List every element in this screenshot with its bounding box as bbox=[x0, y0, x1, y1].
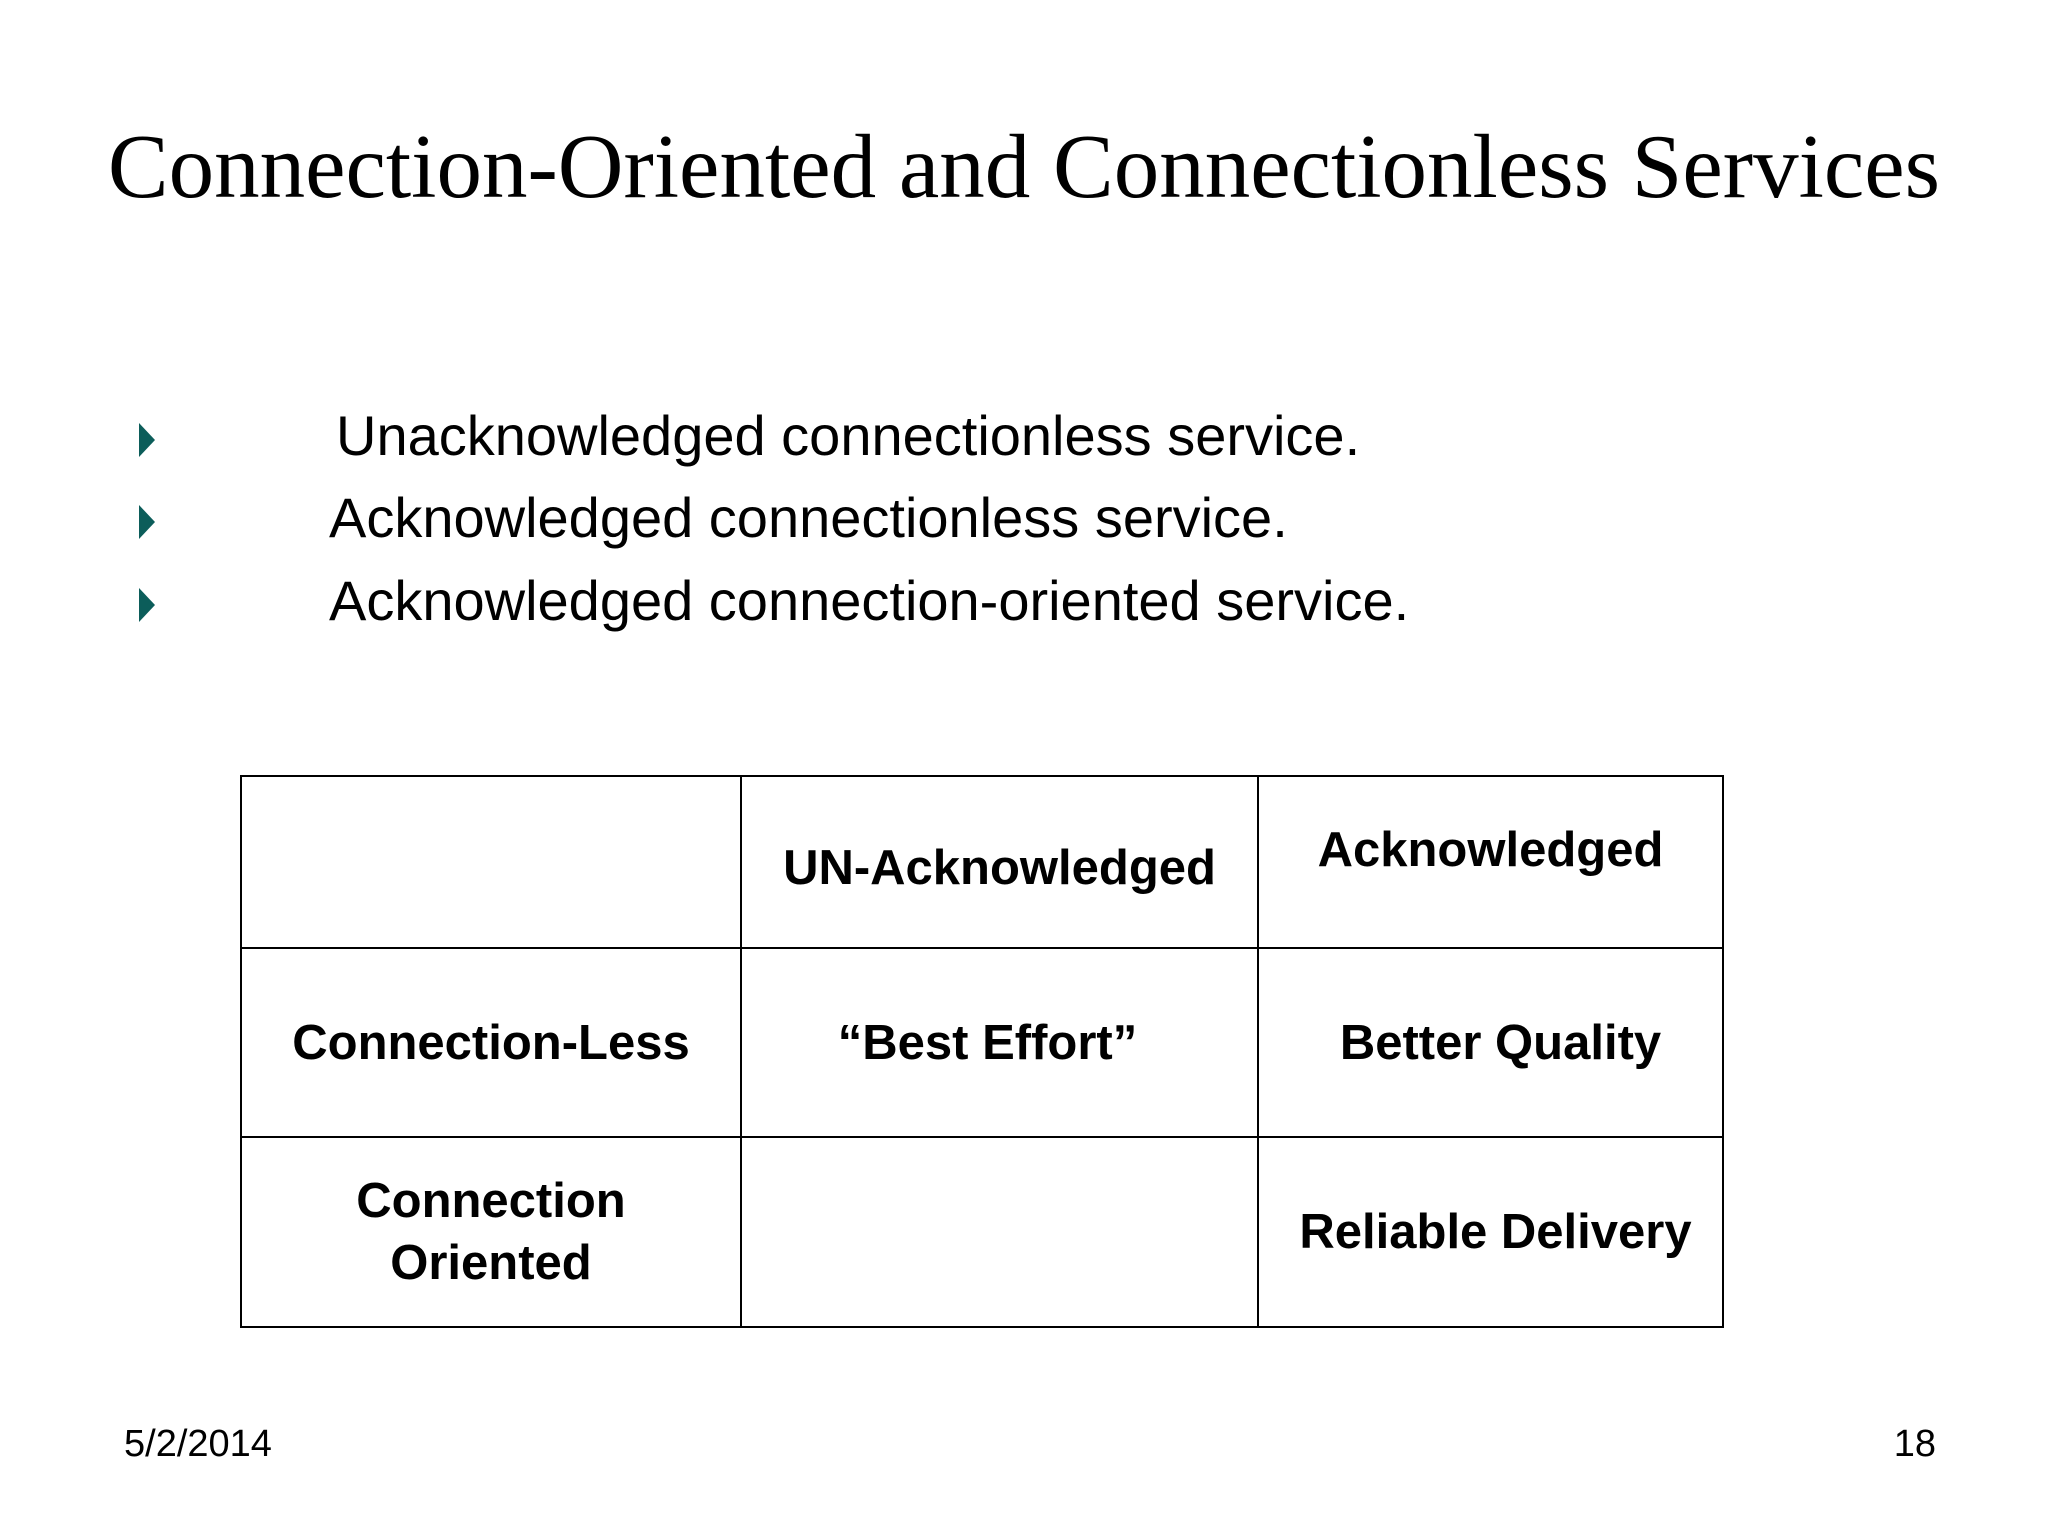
footer-date: 5/2/2014 bbox=[124, 1423, 272, 1465]
table-cell bbox=[741, 1137, 1258, 1327]
comparison-table bbox=[240, 775, 1724, 1328]
bullet-item bbox=[0, 396, 1600, 476]
triangle-bullet-icon bbox=[139, 423, 155, 457]
page-number: 18 bbox=[1893, 1423, 1936, 1465]
bullet-item bbox=[0, 561, 1600, 641]
table-row bbox=[241, 948, 1723, 1137]
table-cell: Better Quality bbox=[1258, 948, 1723, 1137]
bullet-text: Acknowledged connectionless service. bbox=[329, 486, 1288, 549]
table-header-row bbox=[241, 776, 1723, 948]
table-cell: Reliable Delivery bbox=[1258, 1137, 1723, 1327]
triangle-bullet-icon bbox=[139, 505, 155, 539]
table-corner-cell bbox=[241, 776, 741, 948]
row-header-connection-less: Connection-Less bbox=[241, 948, 741, 1137]
bullet-text: Unacknowledged connectionless service. bbox=[336, 404, 1361, 467]
slide-title: Connection-Oriented and Connectionless Services bbox=[107, 116, 1941, 217]
bullet-item bbox=[0, 478, 1600, 558]
table-row bbox=[241, 1137, 1723, 1327]
column-header-acknowledged: Acknowledged bbox=[1258, 776, 1723, 948]
bullet-list bbox=[0, 0, 2048, 700]
triangle-bullet-icon bbox=[139, 588, 155, 622]
column-header-unacknowledged: UN-Acknowledged bbox=[741, 776, 1258, 948]
bullet-text: Acknowledged connection-oriented service. bbox=[329, 569, 1410, 632]
table-cell: “Best Effort” bbox=[741, 948, 1258, 1137]
row-header-connection-oriented: Connection Oriented bbox=[241, 1137, 741, 1327]
